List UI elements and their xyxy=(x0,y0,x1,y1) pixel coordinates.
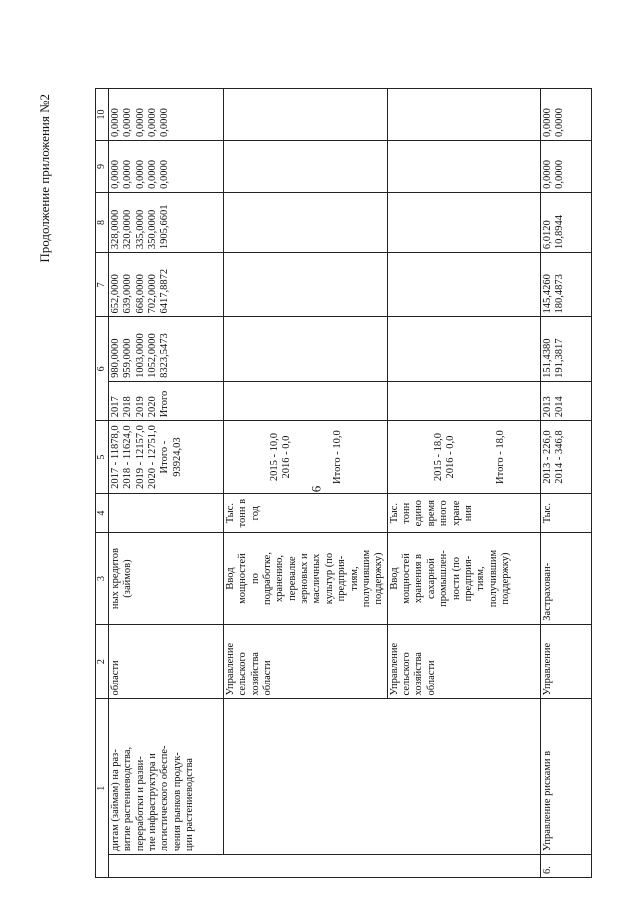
rotated-table-sheet xyxy=(37,88,595,878)
column-header-10: 10 xyxy=(96,89,109,141)
column-header-3: 3 xyxy=(96,533,109,624)
target-values-cell: 2013 - 226,0 2014 - 346,8 xyxy=(540,421,591,494)
total-cell: 151,4380 191,3817 xyxy=(540,317,591,381)
column-header-2: 2 xyxy=(96,624,109,699)
indicator-cell: Ввод мощностей хранения в сахарной промышлен- ности (по предприя- тиям, получившим поддержку) xyxy=(387,533,540,624)
total-cell: 980,0000 959,0000 1003,0000 1052,0000 8323,5473 xyxy=(108,317,223,381)
header-row xyxy=(96,89,109,878)
federal-cell: 652,0000 639,0000 668,0000 702,0000 6417,8872 xyxy=(108,253,223,317)
executor-cell: области xyxy=(108,624,223,699)
other-cell: 0,0000 0,0000 xyxy=(540,89,591,141)
executor-cell: Управление xyxy=(540,624,591,699)
target-values-cell: 2015 - 10,0 2016 - 0,0 Итого - 10,0 xyxy=(223,421,387,494)
table-row xyxy=(223,89,387,878)
data-table xyxy=(95,88,592,878)
column-header-6: 6 xyxy=(96,317,109,421)
measure-description: дитам (займам) на раз- витие растениеводства, переработки и разви- тие инфраструктура и логистического обеспе- чения рынков продук- ции растениеводства xyxy=(108,699,223,855)
unit-cell: Тыс. xyxy=(540,493,591,532)
years-cell: 2017 2018 2019 2020 Итого xyxy=(108,381,223,420)
column-header-8: 8 xyxy=(96,192,109,252)
indicator-cell: Застрахован- xyxy=(540,533,591,624)
table-row xyxy=(387,89,540,878)
column-header-7: 7 xyxy=(96,253,109,317)
regional-cell: 6,0120 10,8944 xyxy=(540,192,591,252)
indicator-cell: Ввод мощностей по подработке, хранению, перевалке зерновых и масличных культур (по предприя- тиям, получившим поддержку) xyxy=(223,533,387,624)
column-header-9: 9 xyxy=(96,141,109,193)
row-number: 6. xyxy=(540,855,591,878)
column-header-4: 4 xyxy=(96,493,109,532)
table-row xyxy=(108,89,223,878)
target-values-cell: 2015 - 18,0 2016 - 0,0 Итого - 18,0 xyxy=(387,421,540,494)
federal-cell: 145,4260 180,4873 xyxy=(540,253,591,317)
appendix-heading: Продолжение приложения №2 xyxy=(37,94,52,263)
measure-description: Управление рисками в xyxy=(540,699,591,855)
years-cell: 2013 2014 xyxy=(540,381,591,420)
column-header-1: 1 xyxy=(96,699,109,878)
other-cell: 0,0000 0,0000 0,0000 0,0000 0,0000 xyxy=(108,89,223,141)
unit-cell: Тыс. тонн едино время нного хране ния xyxy=(387,493,540,532)
page-number: 6 xyxy=(308,485,324,493)
target-values-cell: 2017 - 11878,0 2018 - 11624,0 2019 - 12157,0 2020 - 12751,0 Итого - 93924,03 xyxy=(108,421,223,494)
local-cell: 0,0000 0,0000 xyxy=(540,141,591,193)
executor-cell: Управление сельского хозяйства области xyxy=(387,624,540,699)
unit-cell: Тыс. тонн в год xyxy=(223,493,387,532)
num-cell xyxy=(108,855,223,878)
table-row xyxy=(540,89,591,878)
indicator-cell: ных кредитов (займов) xyxy=(108,533,223,624)
unit-cell xyxy=(108,493,223,532)
regional-cell: 328,0000 320,0000 335,0000 350,0000 1905,6601 xyxy=(108,192,223,252)
local-cell: 0,0000 0,0000 0,0000 0,0000 0,0000 xyxy=(108,141,223,193)
column-header-5: 5 xyxy=(96,421,109,494)
executor-cell: Управление сельского хозяйства области xyxy=(223,624,387,699)
